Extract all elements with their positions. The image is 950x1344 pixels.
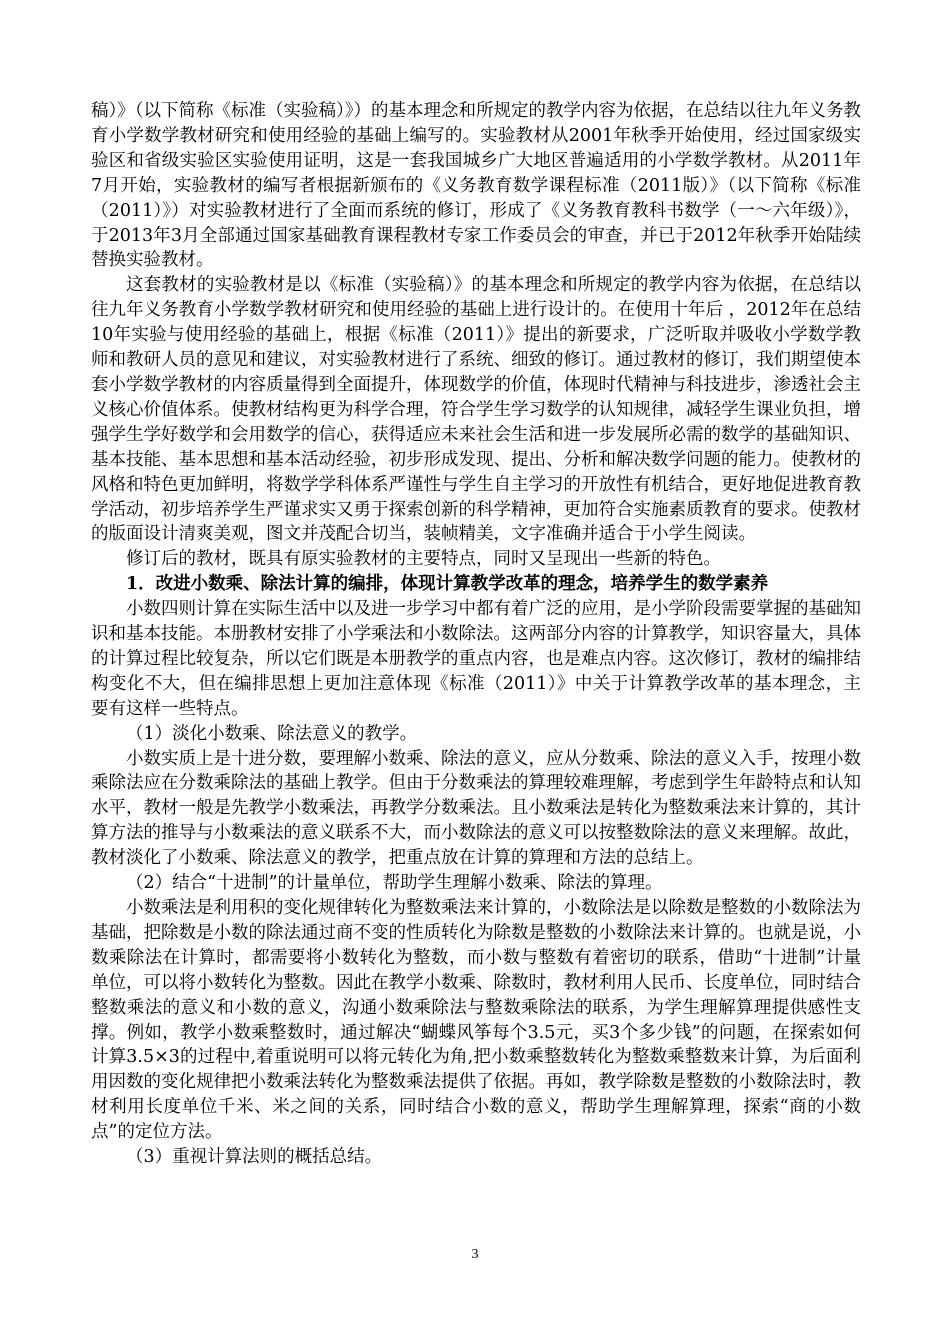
page-number: 3 [471, 1247, 479, 1262]
subheading-2: （2）结合“十进制”的计量单位，帮助学生理解小数乘、除法的算理。 [126, 873, 663, 894]
paragraph-intro-continued: 稿）》（以下简称《标准（实验稿）》）的基本理念和所规定的教学内容为依据，在总结以往九年义务教育小学数学教材研究和使用经验的基础上编写的。实验教材从2001年秋季开始使用，经过国家级实验区和省级实验区实验使用证明，这是一套我国城乡广大地区普遍适用的小学数学教材。从2011年7月开始，实验教材的编写者根据新颁布的《义务教育数学课程标准（2011版）》（以下简称《标准（2011）》）对实验教材进行了全面而系统的修订，形成了《义务教育教科书数学（一～六年级）》，于2013年3月全部通过国家基础教育课程教材专家工作委员会的审查，并已于2012年秋季开始陆续替换实验教材。 [91, 101, 861, 271]
paragraph-decimal-units: 小数乘法是利用积的变化规律转化为整数乘法来计算的，小数除法是以除数是整数的小数除法为基础，把除数是小数的除法通过商不变的性质转化为除数是整数的小数除法来计算的。也就是说，小数乘除法在计算时，都需要将小数转化为整数，而小数与整数有着密切的联系，借助“十进制”计量单位，可以将小数转化为整数。因此在教学小数乘、除数时，教材利用人民币、长度单位，同时结合整数乘法的意义和小数的意义，沟通小数乘除法与整数乘除法的联系，为学生理解算理提供感性支撑。例如，教学小数乘整数时，通过解决“蝴蝶风筝每个3.5元，买3个多少钱”的问题，在探索如何计算3.5×3的过程中,着重说明可以将元转化为角,把小数乘整数转化为整数乘整数来计算，为后面利用因数的变化规律把小数乘法转化为整数乘法提供了依据。再如，教学除数是整数的小数除法时，教材利用长度单位千米、米之间的关系，同时结合小数的意义，帮助学生理解算理，探索“商的小数点”的定位方法。 [91, 898, 861, 1143]
paragraph-textbook-revision: 这套教材的实验教材是以《标准（实验稿）》的基本理念和所规定的教学内容为依据，在总结以往九年义务教育小学数学教材研究和使用经验的基础上进行设计的。在使用十年后 ，2012年在总结10年实验与使用经验的基础上，根据《标准（2011）》提出的新要求，广泛听取并吸收小学数学教师和教研人员的意见和建议，对实验教材进行了系统、细致的修订。通过教材的修订，我们期望使本套小学数学教材的内容质量得到全面提升，体现数学的价值，体现时代精神与科技进步，渗透社会主义核心价值体系。使教材结构更为科学合理，符合学生学习数学的认知规律，减轻学生课业负担，增强学生学好数学和会用数学的信心，获得适应未来社会生活和进一步发展所必需的数学的基础知识、基本技能、基本思想和基本活动经验，初步形成发现、提出、分析和解决数学问题的能力。使教材的风格和特色更加鲜明，将数学学科体系严谨性与学生自主学习的开放性有机结合，更好地促进教育教学活动，初步培养学生严谨求实又勇于探索创新的科学精神，更加符合实施素质教育的要求。使教材的版面设计清爽美观，图文并茂配合切当，装帧精美，文字准确并适合于小学生阅读。 [91, 275, 861, 545]
paragraph-new-features: 修订后的教材，既具有原实验教材的主要特点，同时又呈现出一些新的特色。 [126, 549, 721, 570]
document-body [91, 99, 861, 1170]
paragraph-decimal-arithmetic: 小数四则计算在实际生活中以及进一步学习中都有着广泛的应用，是小学阶段需要掌握的基础知识和基本技能。本册教材安排了小学乘法和小数除法。这两部分内容的计算教学，知识容量大，具体的计算过程比较复杂，所以它们既是本册教学的重点内容，也是难点内容。这次修订，教材的编排结构变化不大，但在编排思想上更加注意体现《标准（2011）》中关于计算教学改革的基本理念，主要有这样一些特点。 [91, 599, 861, 719]
subheading-1: （1）淡化小数乘、除法意义的教学。 [126, 723, 418, 744]
paragraph-decimal-meaning: 小数实质上是十进分数，要理解小数乘、除法的意义，应从分数乘、除法的意义入手，按理小数乘除法应在分数乘除法的基础上教学。但由于分数乘法的算理较难理解，考虑到学生年龄特点和认知水平，教材一般是先教学小数乘法，再教学分数乘法。且小数乘法是转化为整数乘法来计算的，其计算方法的推导与小数乘法的意义联系不大，而小数除法的意义可以按整数除法的意义来理解。故此，教材淡化了小数乘、除法意义的教学，把重点放在计算的算理和方法的总结上。 [91, 748, 861, 869]
section-heading-1: 1．改进小数乘、除法计算的编排，体现计算教学改革的理念，培养学生的数学素养 [126, 574, 769, 595]
subheading-3: （3）重视计算法则的概括总结。 [126, 1147, 383, 1168]
